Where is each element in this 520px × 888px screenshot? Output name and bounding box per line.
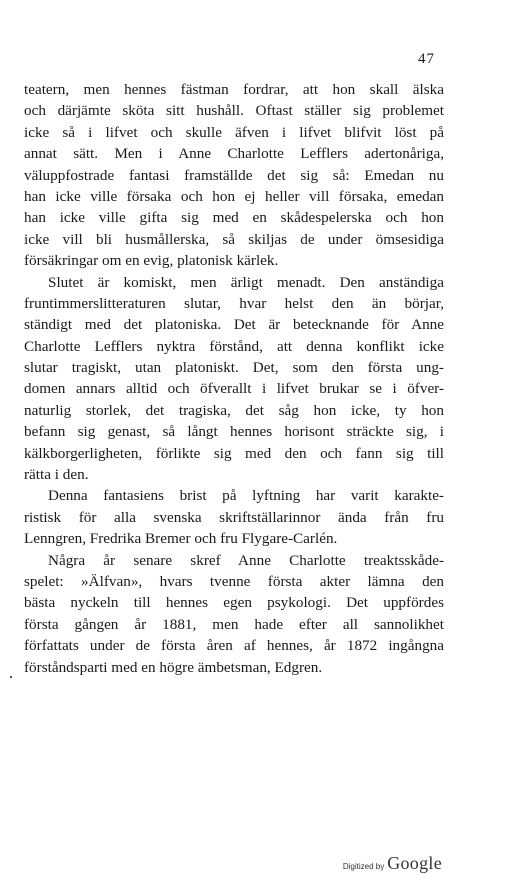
text-line: icke vill bli husmållerska, så skiljas de under ömsesidiga: [24, 230, 444, 248]
digitized-by-label: Digitized by: [342, 862, 385, 871]
text-line: naturlig storlek, det tragiska, det såg hon icke, ty hon: [24, 401, 444, 419]
text-line: väluppfostrade fantasi framställde det sig så: Emedan nu: [24, 166, 444, 184]
paragraph: [24, 485, 444, 549]
text-line: Slutet är komiskt, men ärligt menadt. Den anständiga: [48, 273, 444, 291]
google-logo-text: Google: [387, 853, 442, 873]
text-line: Några år senare skref Anne Charlotte treaktsskåde-: [48, 551, 444, 569]
text-line: och därjämte sköta sitt hushåll. Oftast ställer sig problemet: [24, 102, 444, 120]
text-line: teatern, men hennes fästman fordrar, att hon skall älska: [24, 81, 444, 98]
text-line: kälkborgerligheten, förlikte sig med den och fann sig till: [24, 444, 444, 462]
text-line: icke så i lifvet och skulle äfven i lifvet blifvit löst på: [24, 123, 444, 141]
paragraph: [24, 550, 444, 678]
text-line: domen annars alltid och öfverallt i lifvet brukar se i öfver-: [24, 380, 444, 398]
text-line: Charlotte Lefflers nyktra förstånd, att denna konflikt icke: [24, 337, 444, 355]
page-number: 47: [418, 51, 435, 67]
text-line: han icke ville försaka och hon ej heller vill försaka, emedan: [24, 187, 444, 205]
text-line: författats under de första åren af hennes, år 1872 ingångna: [24, 637, 444, 655]
paragraph: [24, 272, 444, 486]
text-line: fruntimmerslitteraturen slutar, hvar helst den än börjar,: [24, 294, 444, 312]
text-line: ständigt med det platoniska. Det är betecknande för Anne: [24, 316, 444, 334]
text-line: bästa nyckeln till hennes egen psykologi. Det uppfördes: [24, 594, 444, 612]
body-text: [24, 79, 444, 678]
text-line: befann sig genast, så långt hennes horisont sträckte sig, i: [24, 423, 444, 441]
text-line: försäkringar om en evig, platonisk kärlek.: [24, 252, 279, 270]
text-line: han icke ville gifta sig med en skådespelerska och hon: [24, 209, 444, 227]
text-line: spelet: »Älfvan», hvars tvenne första akter lämna den: [24, 572, 444, 590]
paragraph: [24, 79, 444, 272]
text-line: första gången år 1881, men hade efter all sannolikhet: [24, 615, 444, 633]
text-line: annat sätt. Men i Anne Charlotte Lefflers adertonåriga,: [24, 145, 444, 163]
text-line: ristisk för alla svenska skriftställarinnor ända från fru: [24, 508, 444, 526]
text-line: rätta i den.: [24, 466, 89, 484]
digitization-footer: [343, 853, 442, 874]
margin-mark: [10, 676, 12, 678]
text-line: förståndsparti med en högre ämbetsman, Edgren.: [24, 658, 323, 676]
text-line: Denna fantasiens brist på lyftning har varit karakte-: [48, 487, 444, 505]
text-line: Lenngren, Fredrika Bremer och fru Flygare-Carlén.: [24, 530, 338, 548]
text-line: slutar tragiskt, utan platoniskt. Det, som den första ung-: [24, 359, 444, 377]
